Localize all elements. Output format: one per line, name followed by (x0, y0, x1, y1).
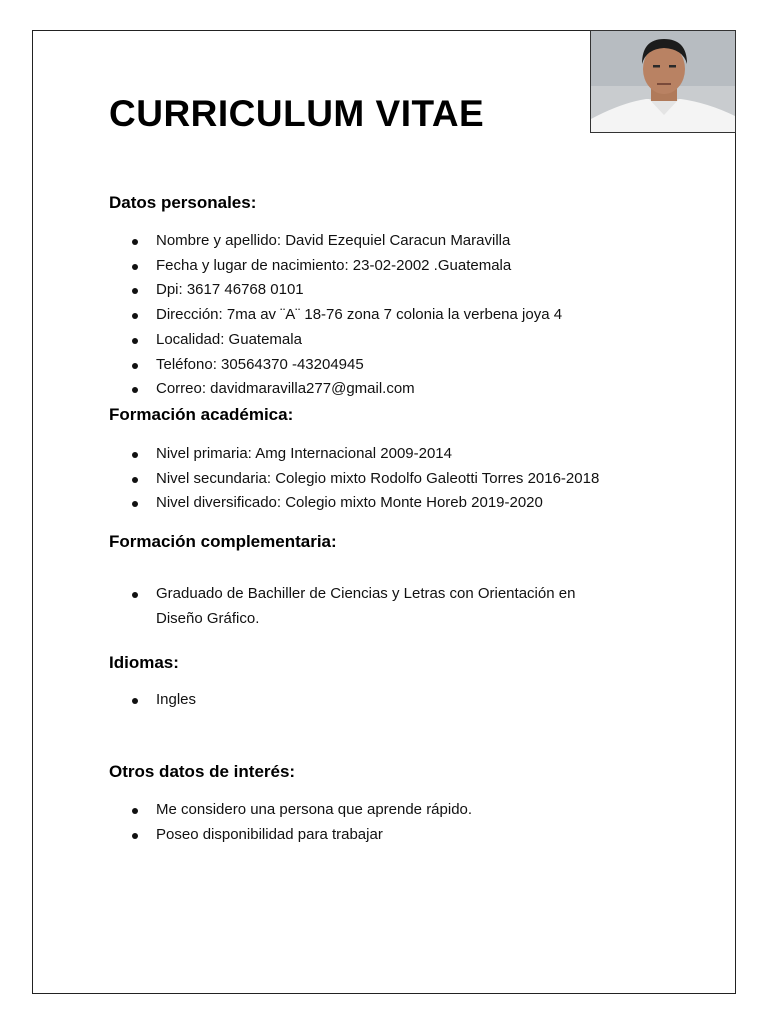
languages-list (0, 688, 656, 713)
list-item: Me considero una persona que aprende rápido. (0, 798, 656, 823)
personal-data-list (0, 229, 656, 402)
list-item: Nivel primaria: Amg Internacional 2009-2014 (0, 442, 656, 467)
other-list (0, 798, 656, 847)
list-item: Poseo disponibilidad para trabajar (0, 823, 656, 848)
profile-photo (590, 30, 736, 133)
list-item: Localidad: Guatemala (0, 328, 656, 353)
section-title-other: Otros datos de interés: (109, 762, 296, 781)
list-item: Dpi: 3617 46768 0101 (0, 278, 656, 303)
list-item: Graduado de Bachiller de Ciencias y Letras con Orientación en Diseño Gráfico. (0, 582, 626, 631)
list-item: Nombre y apellido: David Ezequiel Caracun Maravilla (0, 229, 656, 254)
list-item: Correo: davidmaravilla277@gmail.com (0, 377, 656, 402)
list-item: Nivel diversificado: Colegio mixto Monte Horeb 2019-2020 (0, 491, 656, 516)
academic-list (0, 442, 656, 516)
section-title-academic: Formación académica: (109, 405, 294, 424)
list-item: Dirección: 7ma av ¨A¨ 18-76 zona 7 colonia la verbena joya 4 (0, 303, 656, 328)
section-title-personal: Datos personales: (109, 193, 257, 212)
list-item: Nivel secundaria: Colegio mixto Rodolfo Galeotti Torres 2016-2018 (0, 467, 656, 492)
portrait-photo-icon (591, 31, 736, 133)
complementary-list (0, 582, 626, 631)
list-item: Fecha y lugar de nacimiento: 23-02-2002 .Guatemala (0, 254, 656, 279)
section-title-complementary: Formación complementaria: (109, 532, 337, 551)
list-item: Ingles (0, 688, 656, 713)
list-item: Teléfono: 30564370 -43204945 (0, 353, 656, 378)
document-title: CURRICULUM VITAE (109, 93, 485, 134)
section-title-languages: Idiomas: (109, 653, 179, 672)
